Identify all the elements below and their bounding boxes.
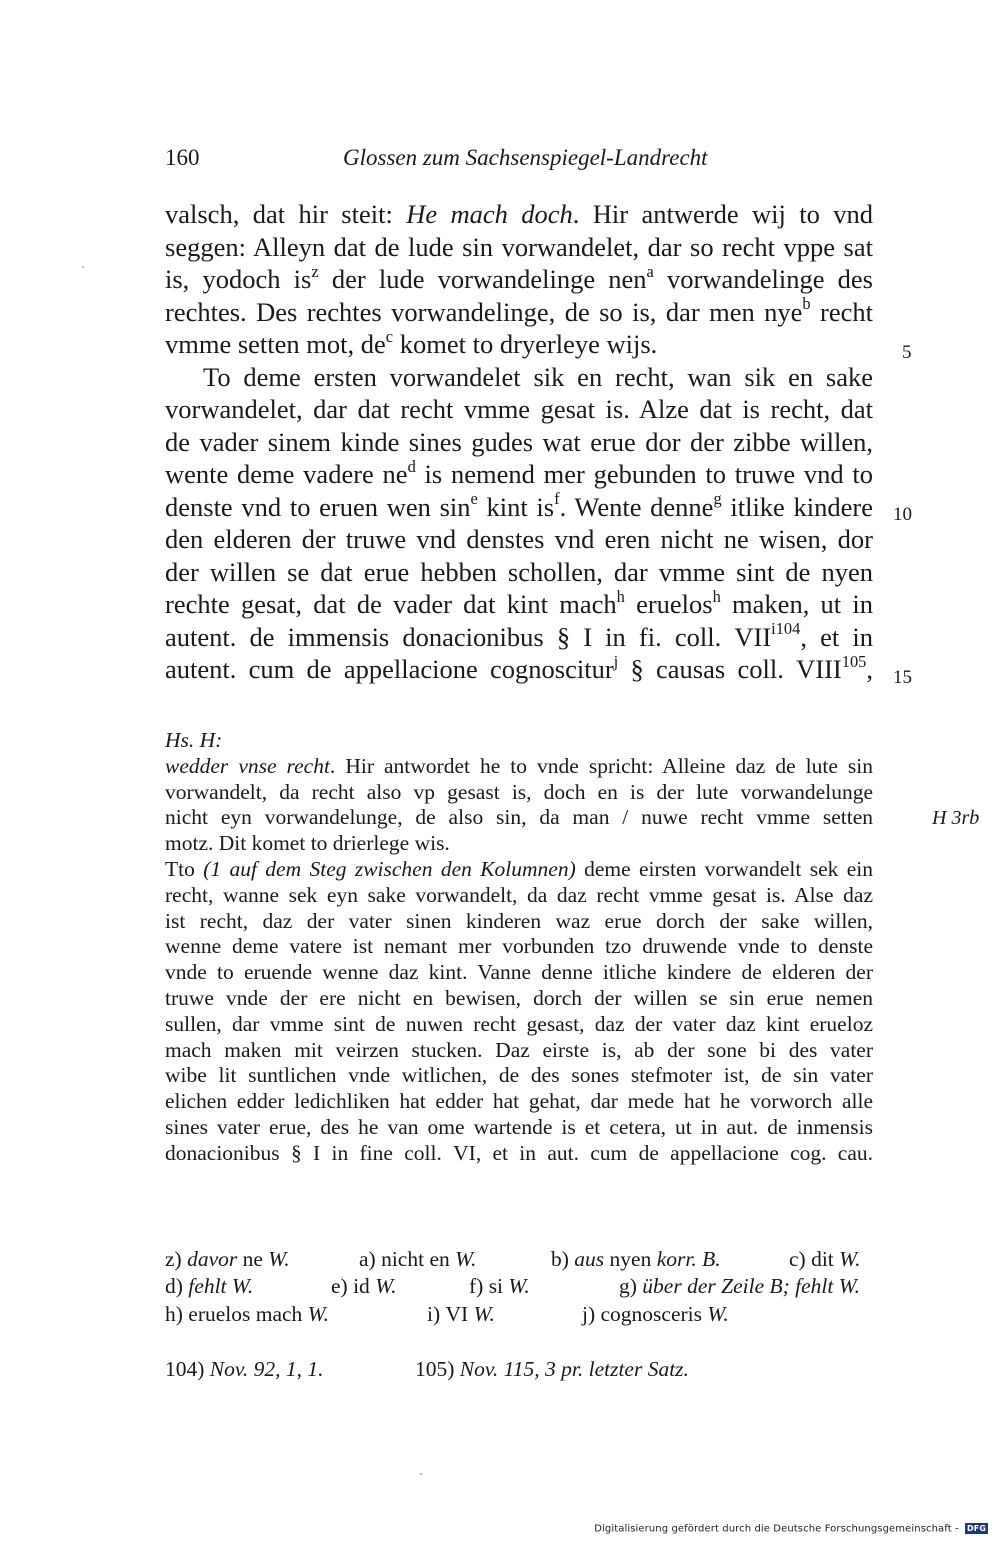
scan-speck bbox=[82, 266, 84, 268]
hs-line-9: vnde to eruende wenne daz kint. Vanne denne itliche kindere de elderen der bbox=[165, 960, 873, 985]
text-line-3: is, yodoch $is^z$ der lude vorwandelinge nen$^a$ vorwandelinge des bbox=[165, 261, 873, 294]
hs-line-10: truwe vnde der ere nicht en bewisen, dorch der willen se sin erue nemen bbox=[165, 985, 873, 1010]
text-line-13: rechte gesat, dat de vader dat kint mach$^h$ eruelos$^h$ maken, ut in bbox=[165, 586, 873, 619]
hs-line-7: ist recht, daz der vater sinen kinderen waz erue dorch der sake willen, bbox=[165, 908, 873, 933]
hs-line-2: vorwandelt, da recht also vp gesast is, doch en is der lute vorwandelunge bbox=[165, 779, 873, 804]
source-notes bbox=[165, 1357, 875, 1382]
text-line-4: rechtes. Des rechtes vorwandelinge, de so is, dar men nye$^b$ recht bbox=[165, 294, 873, 327]
text-line-15: autent. cum de appellacione cognoscitur$^j$ § causas coll. VIII$^{105}$, bbox=[165, 651, 873, 684]
manuscript-h-text bbox=[165, 728, 873, 1167]
dfg-logo: DFG bbox=[967, 1523, 986, 1533]
hs-heading: Hs. H: bbox=[165, 728, 223, 752]
text-line-10: denste vnd to eruen wen $\sin^e$ kint $is^f$. Wente denne$^g$ itlike kindere bbox=[165, 489, 873, 522]
note-g: g) über der Zeile B; fehlt W. bbox=[619, 1274, 861, 1298]
source-note-105: 105) Nov. 115, 3 pr. letzter Satz. bbox=[415, 1357, 689, 1381]
note-z: z) davor ne W. bbox=[165, 1247, 290, 1271]
note-c: c) dit W. bbox=[789, 1247, 861, 1271]
footer-text: Digitalisierung gefördert durch die Deutsche Forschungsgemeinschaft - bbox=[594, 1523, 963, 1534]
text-line-1: valsch, dat hir steit: He mach doch. Hir antwerde wij to vnd bbox=[165, 199, 873, 229]
scan-speck bbox=[420, 1473, 422, 1475]
note-h: h) eruelos mach W. bbox=[165, 1302, 329, 1326]
hs-line-13: wibe lit suntlichen vnde witlichen, de des sones stefmoter ist, de sin vater bbox=[165, 1063, 873, 1088]
text-line-2: seggen: Alleyn dat de lude sin vorwandelet, dar so recht vppe sat bbox=[165, 231, 873, 262]
text-line-9: wente deme vadere $ne^d$ is nemend mer gebunden to truwe vnd to bbox=[165, 456, 873, 489]
note-a: a) nicht en W. bbox=[359, 1247, 477, 1271]
note-i: i) VI W. bbox=[427, 1302, 495, 1326]
text-line-7: vorwandelet, dar dat recht vmme gesat is. Alze dat is recht, dat bbox=[165, 394, 873, 424]
text-line-14: autent. de immensis donacionibus § I in fi. coll. $VII^{i104}$, et in bbox=[165, 619, 873, 652]
running-title: Glossen zum Sachsenspiegel-Landrecht bbox=[343, 145, 708, 170]
note-b: b) aus nyen korr. B. bbox=[551, 1247, 721, 1271]
hs-line-4: motz. Dit komet to drierlege wis. bbox=[165, 831, 450, 856]
main-text bbox=[165, 198, 873, 686]
source-note-104: 104) Nov. 92, 1, 1. bbox=[165, 1357, 324, 1381]
margin-folio-reference: H 3rb bbox=[932, 807, 980, 829]
hs-line-5: Tto (1 auf dem Steg zwischen den Kolumnen) deme eirsten vorwandelt sek ein bbox=[165, 856, 874, 881]
note-e: e) id W. bbox=[331, 1274, 397, 1298]
text-line-6: To deme ersten vorwandelet sik en recht, wan sik en sake bbox=[203, 361, 873, 392]
text-line-11: den elderen der truwe vnd denstes vnd eren nicht ne wisen, dor bbox=[165, 524, 873, 554]
hs-line-15: sines vater erue, des he van ome wartende is et cetera, ut in aut. de inmensis bbox=[165, 1114, 873, 1139]
note-f: f) si W. bbox=[469, 1274, 530, 1298]
text-line-12: der willen se dat erue hebben schollen, dar vmme sint de nyen bbox=[165, 556, 873, 587]
hs-line-14: elichen edder ledichliken hat edder hat gehat, dar mede hat he vorworch alle bbox=[165, 1089, 873, 1114]
line-number-10: 10 bbox=[893, 504, 912, 525]
hs-line-3: nicht eyn vorwandelunge, de also sin, da man / nuwe recht vmme setten bbox=[165, 805, 873, 830]
hs-line-16: donacionibus § I in fine coll. VI, et in aut. cum de appellacione cog. cau. bbox=[165, 1140, 874, 1165]
running-head bbox=[165, 145, 875, 177]
hs-line-11: sullen, dar vmme sint de nuwen recht gesast, daz der vater daz kint erueloz bbox=[165, 1011, 873, 1036]
text-line-8: de vader sinem kinde sines gudes wat erue dor der zibbe willen, bbox=[165, 426, 873, 457]
note-d: d) fehlt W. bbox=[165, 1274, 254, 1298]
text-line-5: vmme setten mot, $de^c$ komet to dryerleye wijs. bbox=[165, 326, 658, 359]
note-j: j) cognosceris W. bbox=[582, 1302, 729, 1326]
line-number-15: 15 bbox=[893, 667, 912, 688]
apparatus-line-3 bbox=[165, 1302, 875, 1327]
page-number: 160 bbox=[165, 145, 200, 170]
digitization-footer bbox=[594, 1523, 988, 1535]
apparatus-line-2 bbox=[165, 1274, 875, 1299]
line-number-5: 5 bbox=[902, 342, 912, 363]
hs-line-12: mach maken mit veirzen stucken. Daz eirste is, ab der sone bi des vater bbox=[165, 1037, 873, 1062]
hs-line-1: wedder vnse recht. Hir antwordet he to vnde spricht: Alleine daz de lute sin bbox=[165, 753, 874, 778]
apparatus-line-1 bbox=[165, 1247, 875, 1272]
hs-line-8: wenne deme vatere ist nemant mer vorbunden tzo druwende vnde to denste bbox=[165, 934, 873, 959]
hs-line-6: recht, wanne sek eyn sake vorwandelt, da daz recht vmme gesat is. Alse daz bbox=[165, 882, 873, 907]
